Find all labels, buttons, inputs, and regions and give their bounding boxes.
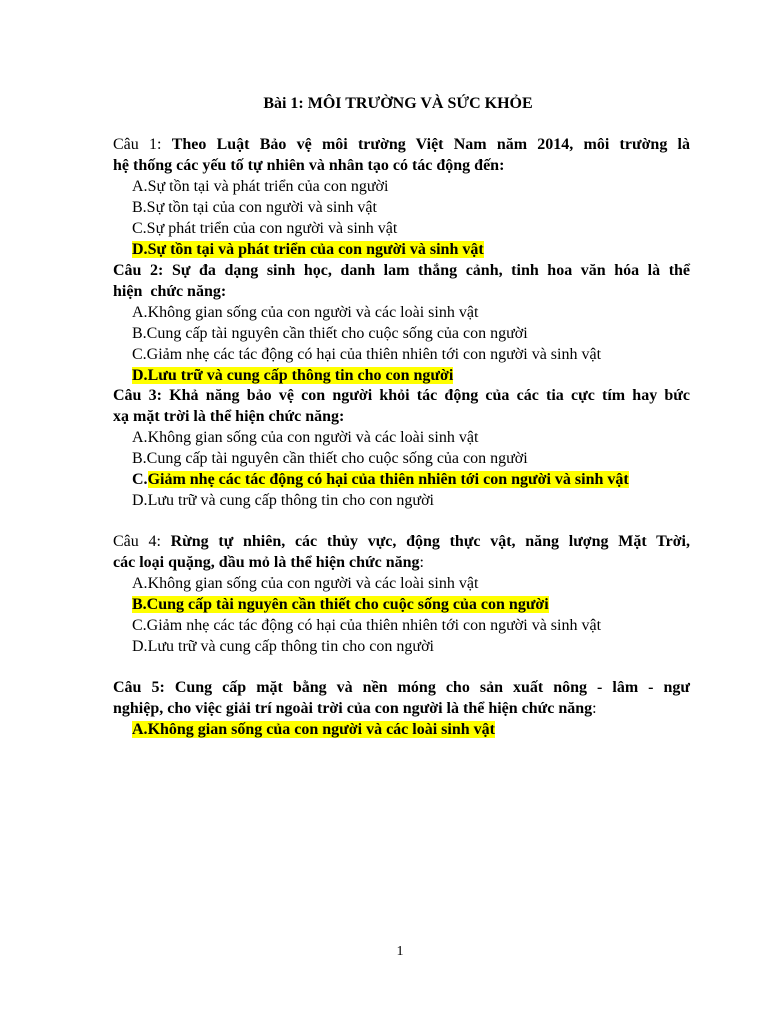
question-5-stem-line1: Câu 5: Cung cấp mặt bằng và nền móng cho sản xuất nông - lâm - ngư	[113, 679, 690, 696]
question-3-option-b: B.Cung cấp tài nguyên cần thiết cho cuộc sống của con người	[132, 450, 528, 467]
question-1-option-b: B.Sự tồn tại của con người và sinh vật	[132, 199, 377, 216]
question-1-stem-line1: Câu 1: Theo Luật Bảo vệ môi trường Việt Nam năm 2014, môi trường là	[113, 136, 691, 153]
question-2-option-c: C.Giảm nhẹ các tác động có hại của thiên nhiên tới con người và sinh vật	[132, 346, 602, 363]
question-2-stem-line2: hiện chức năng:	[113, 283, 227, 300]
question-1	[113, 134, 690, 260]
question-2-stem-line1: Câu 2: Sự đa dạng sinh học, danh lam thắng cảnh, tinh hoa văn hóa là thể	[113, 262, 691, 279]
question-5	[113, 677, 690, 740]
page-title: Bài 1: MÔI TRƯỜNG VÀ SỨC KHỎE	[263, 95, 533, 112]
question-3-stem-line2: xạ mặt trời là thể hiện chức năng:	[113, 408, 345, 425]
question-3	[113, 385, 690, 511]
question-4-option-d: D.Lưu trữ và cung cấp thông tin cho con người	[132, 638, 434, 655]
question-1-label: Câu 1:	[113, 136, 162, 153]
question-1-option-d-answer: D.Sự tồn tại và phát triển của con người và sinh vật	[132, 241, 484, 258]
question-4-label: Câu 4:	[113, 533, 161, 550]
question-4	[113, 531, 690, 657]
question-5-stem-line2: nghiệp, cho việc giải trí ngoài trời của con người là thể hiện chức năng:	[113, 700, 597, 717]
question-4-stem-line2: các loại quặng, dầu mỏ là thể hiện chức năng:	[113, 554, 424, 571]
question-2-option-a: A.Không gian sống của con người và các loài sinh vật	[132, 304, 479, 321]
question-4-option-b-answer: B.Cung cấp tài nguyên cần thiết cho cuộc sống của con người	[132, 596, 549, 613]
question-2-option-b: B.Cung cấp tài nguyên cần thiết cho cuộc sống của con người	[132, 325, 528, 342]
question-3-option-c-answer: C.Giảm nhẹ các tác động có hại của thiên nhiên tới con người và sinh vật	[132, 471, 629, 488]
question-5-option-a-answer: A.Không gian sống của con người và các loài sinh vật	[132, 721, 495, 738]
question-2	[113, 260, 690, 386]
question-1-option-c: C.Sự phát triển của con người và sinh vật	[132, 220, 398, 237]
question-1-option-a: A.Sự tồn tại và phát triển của con người	[132, 178, 389, 195]
question-2-option-d-answer: D.Lưu trữ và cung cấp thông tin cho con người	[132, 367, 454, 384]
question-4-stem-line1: Câu 4: Rừng tự nhiên, các thủy vực, động thực vật, năng lượng Mặt Trời,	[113, 533, 690, 550]
question-3-label: Câu 3:	[113, 387, 162, 404]
question-5-label: Câu 5:	[113, 679, 165, 696]
question-1-stem-line2: hệ thống các yếu tố tự nhiên và nhân tạo có tác động đến:	[113, 157, 505, 174]
question-4-option-c: C.Giảm nhẹ các tác động có hại của thiên nhiên tới con người và sinh vật	[132, 617, 602, 634]
question-2-label: Câu 2:	[113, 262, 164, 279]
question-3-option-d: D.Lưu trữ và cung cấp thông tin cho con người	[132, 492, 434, 509]
question-3-stem-line1: Câu 3: Khả năng bảo vệ con người khỏi tác động của các tia cực tím hay bức	[113, 387, 691, 404]
question-3-option-a: A.Không gian sống của con người và các loài sinh vật	[132, 429, 479, 446]
page-number: 1	[396, 944, 404, 959]
question-4-option-a: A.Không gian sống của con người và các loài sinh vật	[132, 575, 479, 592]
